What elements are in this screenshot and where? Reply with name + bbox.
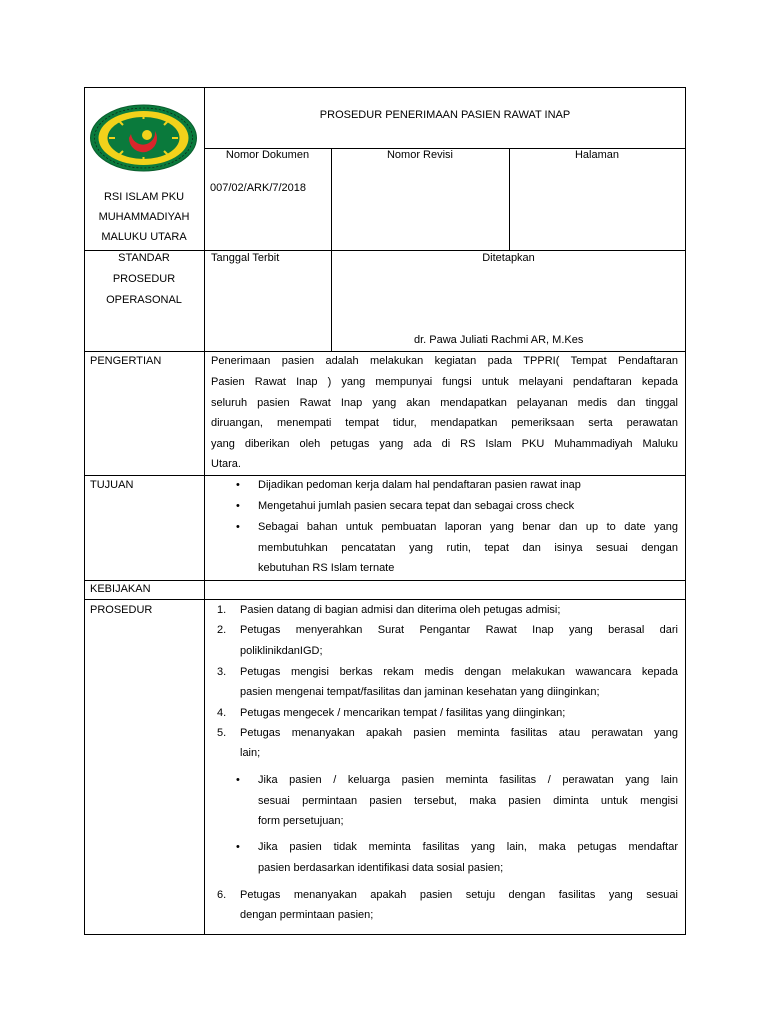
pengertian-label: PENGERTIAN [90,355,162,367]
row-divider-pengertian [84,475,686,476]
tujuan-item-3-line3: kebutuhan RS Islam ternate [258,562,395,574]
tujuan-item-3-line2: membutuhkan pencatatan yang rutin, tepat dan isinya sesuai dengan [258,542,678,554]
header-divider-revisi [331,148,332,250]
prosedur-step-6-number: 6. [217,889,227,901]
pengertian-line-2: Pasien Rawat Inap ) yang mempunyai fungsi untuk melayani pendaftaran kepada [211,376,678,388]
prosedur-step-1: Pasien datang di bagian admisi dan diterima oleh petugas admisi; [240,604,561,616]
table-column-divider [204,87,205,935]
org-name-line1: RSI ISLAM PKU [103,191,185,203]
prosedur-label: PROSEDUR [90,604,153,616]
document-title: PROSEDUR PENERIMAAN PASIEN RAWAT INAP [319,109,571,121]
spo-label-line3: OPERASONAL [106,294,182,306]
pengertian-line-1: Penerimaan pasien adalah melakukan kegiatan pada TPPRI( Tempat Pendaftaran [211,355,678,367]
prosedur-step-2-line1: Petugas menyerahkan Surat Pengantar Rawat Inap yang berasal dari [240,624,678,636]
nomor-revisi-label: Nomor Revisi [386,149,453,161]
prosedur-step-3-number: 3. [217,666,227,678]
halaman-label: Halaman [574,149,620,161]
tujuan-label: TUJUAN [90,479,134,491]
spo-label-line1: STANDAR [118,252,170,264]
pengertian-line-6: Utara. [211,458,241,470]
prosedur-step-2-number: 2. [217,624,227,636]
ditetapkan-label: Ditetapkan [482,252,535,264]
prosedur-step-6-line2: dengan permintaan pasien; [240,909,374,921]
nomor-dokumen-label: Nomor Dokumen [225,149,310,161]
row-divider-kebijakan [84,599,686,600]
tujuan-item-2: • Mengetahui jumlah pasien secara tepat dan sebagai cross check [258,499,574,513]
header-divider-halaman [509,148,510,250]
tujuan-item-1: • Dijadikan pedoman kerja dalam hal pendaftaran pasien rawat inap [258,478,581,492]
pengertian-line-4: diruangan, menempati tempat tidur, mendapatkan pemeriksaan serta perawatan [211,417,678,429]
spo-label-line2: PROSEDUR [112,273,176,285]
prosedur-step-5-bullet-1-line1: • Jika pasien / keluarga pasien meminta fasilitas / perawatan yang lain [258,773,678,787]
org-name-line2: MUHAMMADIYAH [98,211,190,223]
prosedur-step-5-number: 5. [217,727,227,739]
pengertian-line-5: yang diberikan oleh petugas yang ada di RS Islam PKU Muhammadiyah Maluku [211,438,678,450]
kebijakan-label: KEBIJAKAN [90,583,151,595]
prosedur-step-4-number: 4. [217,707,227,719]
table-border-bottom [84,934,686,935]
table-border-right [685,87,686,935]
nomor-dokumen-value: 007/02/ARK/7/2018 [210,182,307,194]
row-divider-tujuan [84,580,686,581]
pengertian-line-3: seluruh pasien Rawat Inap yang akan mendapatkan pelayanan medis dan tinggal [211,397,678,409]
prosedur-step-5-bullet-2-line1: • Jika pasien tidak meminta fasilitas yang lain, maka petugas mendaftar [258,840,678,854]
prosedur-step-5-line2: lain; [240,747,261,759]
prosedur-step-3-line1: Petugas mengisi berkas rekam medis dengan melakukan wawancara kepada [240,666,678,678]
org-name-line3: MALUKU UTARA [101,231,187,243]
spo-divider [331,250,332,351]
prosedur-step-5-line1: Petugas menanyakan apakah pasien meminta fasilitas atau perawatan yang [240,727,678,739]
prosedur-step-5-bullet-1-line2: sesuai permintaan pasien tersebut, maka pasien diminta untuk mengisi [258,795,678,807]
table-border-top [84,87,686,88]
tanggal-terbit-label: Tanggal Terbit [211,252,280,264]
prosedur-step-5-bullet-2-line2: pasien berdasarkan identifikasi data sosial pasien; [258,862,504,874]
logo-center-mark [142,130,152,140]
signatory-name: dr. Pawa Juliati Rachmi AR, M.Kes [414,334,584,346]
prosedur-step-4: Petugas mengecek / mencarikan tempat / fasilitas yang diinginkan; [240,707,566,719]
rsi-logo [89,104,198,172]
prosedur-step-5-bullet-1-line3: form persetujuan; [258,815,344,827]
prosedur-step-1-number: 1. [217,604,227,616]
prosedur-step-3-line2: pasien mengenai tempat/fasilitas dan jaminan kesehatan yang diinginkan; [240,686,600,698]
row-divider-spo [84,351,686,352]
prosedur-step-2-line2: poliklinikdanIGD; [240,645,323,657]
tujuan-item-3-line1: • Sebagai bahan untuk pembuatan laporan yang benar dan up to date yang [258,520,678,534]
prosedur-step-6-line1: Petugas menanyakan apakah pasien setuju dengan fasilitas yang sesuai [240,889,678,901]
